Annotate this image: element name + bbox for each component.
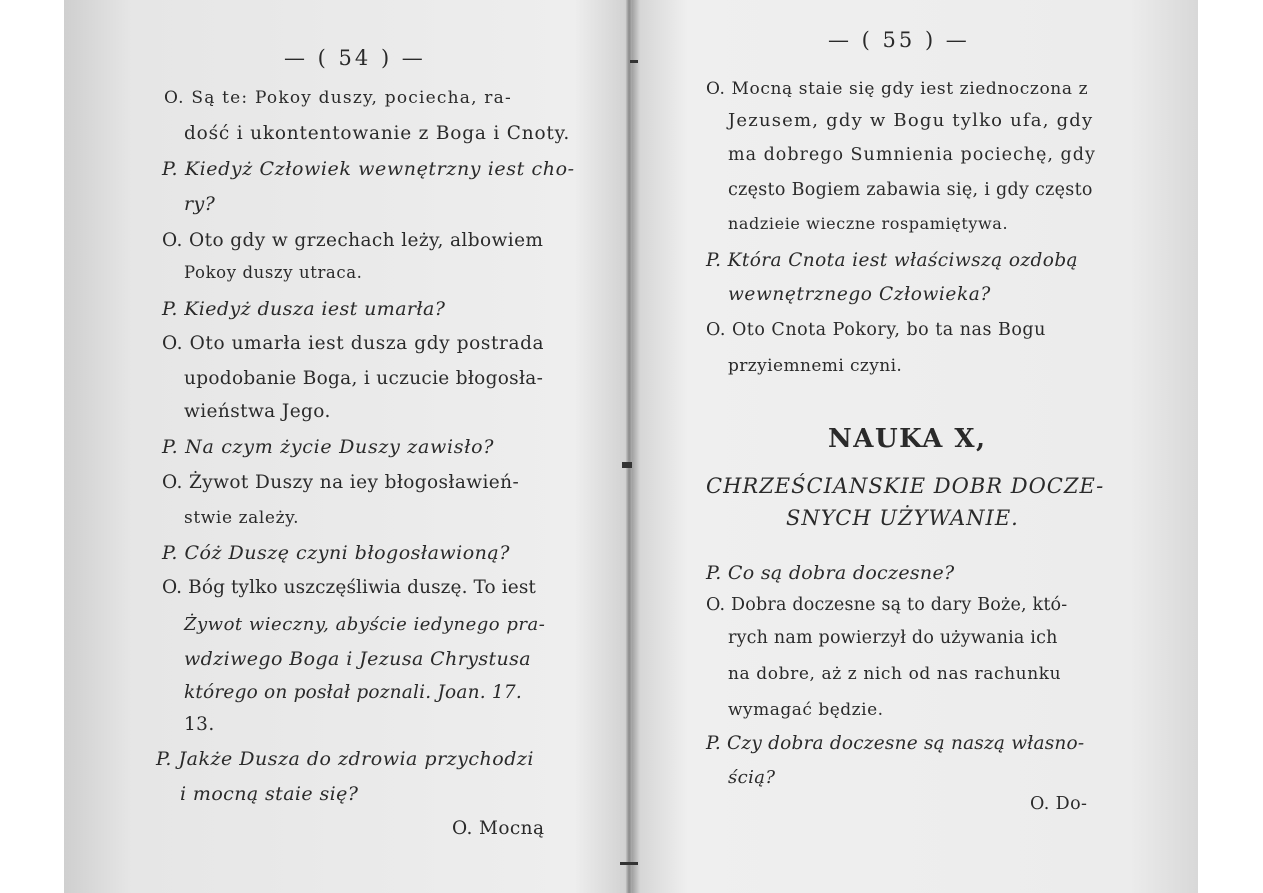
text-line: wymagać będzie. — [728, 700, 884, 720]
text-line: nadzieie wieczne rospamiętywa. — [728, 214, 1009, 233]
text-line: O. Oto gdy w grzechach leży, albowiem — [162, 230, 544, 251]
text-line: Żywot wieczny, abyście iedynego pra- — [184, 614, 546, 635]
text-line: wewnętrznego Człowieka? — [728, 284, 991, 305]
text-line: P. Na czym życie Duszy zawisło? — [162, 436, 495, 458]
catchword: O. Do- — [1030, 794, 1088, 814]
left-page — [92, 0, 592, 893]
text-line: którego on posłał poznali. Joan. 17. — [184, 682, 522, 703]
book-gutter — [626, 0, 632, 893]
text-line: O. Żywot Duszy na iey błogosławień- — [162, 472, 520, 493]
text-line: O. Oto Cnota Pokory, bo ta nas Bogu — [706, 320, 1046, 340]
text-line: O. Oto umarła iest dusza gdy postrada — [162, 333, 545, 354]
text-line: ścią? — [728, 767, 776, 788]
text-line: i mocną staie się? — [180, 783, 359, 805]
text-line: P. Kiedyż Człowiek wewnętrzny iest cho- — [162, 158, 575, 180]
text-line: często Bogiem zabawia się, i gdy często — [728, 180, 1093, 200]
binding-mark-middle — [622, 462, 632, 468]
text-line: O. Mocną staie się gdy iest ziednoczona z — [706, 79, 1089, 99]
text-line: O. Bóg tylko uszczęśliwia duszę. To iest — [162, 577, 536, 598]
text-line: O. Są te: Pokoy duszy, pociecha, ra- — [164, 88, 512, 108]
binding-mark-bottom — [620, 862, 638, 865]
text-line: P. Cóż Duszę czyni błogosławioną? — [162, 542, 510, 564]
text-line: wdziwego Boga i Jezusa Chrystusa — [184, 648, 532, 670]
text-line: ry? — [184, 193, 216, 215]
text-line: Jezusem, gdy w Bogu tylko ufa, gdy — [728, 110, 1094, 131]
text-line: upodobanie Boga, i uczucie błogosła- — [184, 368, 544, 389]
text-line: ma dobrego Sumnienia pociechę, gdy — [728, 145, 1096, 165]
text-line: 13. — [184, 714, 215, 735]
text-line: przyiemnemi czyni. — [728, 356, 903, 376]
text-line: P. Kiedyż dusza iest umarła? — [162, 298, 446, 320]
text-line: wieństwa Jego. — [184, 401, 331, 422]
section-heading: NAUKA X, — [828, 424, 987, 454]
binding-mark-top — [630, 60, 638, 63]
text-line: P. Czy dobra doczesne są naszą własno- — [706, 733, 1085, 754]
text-line: dość i ukontentowanie z Boga i Cnoty. — [184, 123, 571, 144]
section-subheading-line-2: SNYCH UŻYWANIE. — [786, 506, 1019, 530]
text-line: P. Jakże Dusza do zdrowia przychodzi — [156, 748, 534, 770]
section-subheading-line-1: CHRZEŚCIANSKIE DOBR DOCZE- — [706, 474, 1105, 498]
text-line: na dobre, aż z nich od nas rachunku — [728, 664, 1062, 684]
text-line: Pokoy duszy utraca. — [184, 263, 363, 282]
text-line: rych nam powierzył do używania ich — [728, 628, 1058, 648]
page-number: — ( 55 ) — — [828, 28, 970, 52]
text-line: stwie zależy. — [184, 508, 300, 528]
page-number: — ( 54 ) — — [284, 46, 426, 70]
text-line: P. Która Cnota iest właściwszą ozdobą — [706, 250, 1078, 271]
text-line: P. Co są dobra doczesne? — [706, 562, 955, 584]
right-page — [700, 0, 1140, 893]
text-line: O. Dobra doczesne są to dary Boże, któ- — [706, 595, 1068, 615]
catchword: O. Mocną — [452, 818, 545, 839]
